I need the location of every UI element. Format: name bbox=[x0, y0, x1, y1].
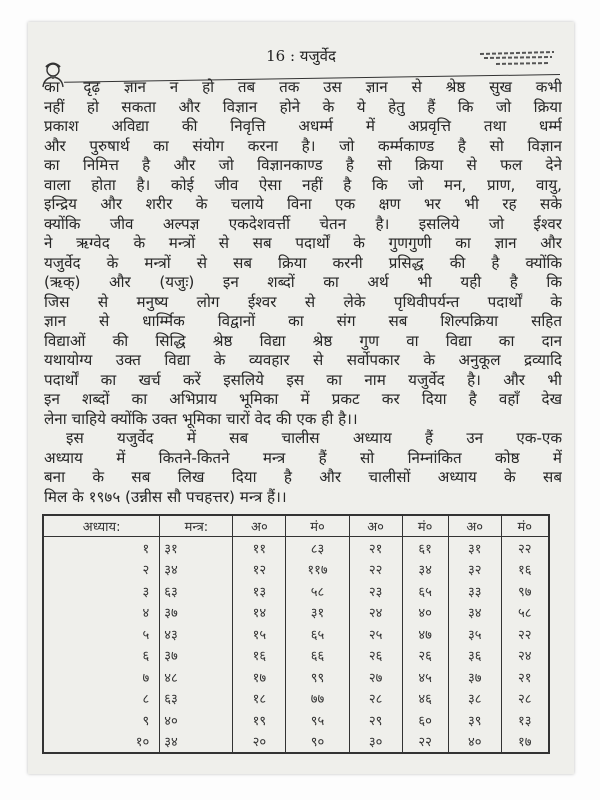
table-cell: १ bbox=[43, 537, 160, 559]
table-cell: २६ bbox=[349, 645, 402, 667]
table-cell: ३३ bbox=[448, 580, 501, 602]
table-cell: ४६ bbox=[402, 688, 448, 710]
text-line: विद्याओं की सिद्धि श्रेष्ठ विद्या श्रेष्ठ गुण वा विद्या का दान bbox=[44, 331, 562, 350]
column-header: अ० bbox=[448, 515, 501, 537]
table-cell: ३४ bbox=[402, 559, 448, 581]
table-row bbox=[43, 731, 549, 754]
book-page bbox=[28, 22, 574, 774]
table-row bbox=[43, 580, 549, 602]
table-cell: ४ bbox=[43, 602, 160, 624]
table-cell: ६ bbox=[43, 645, 160, 667]
table-cell: ११७ bbox=[286, 559, 349, 581]
table-cell: ९९ bbox=[286, 666, 349, 688]
table-cell: २९ bbox=[349, 709, 402, 731]
table-cell: ३८ bbox=[448, 688, 501, 710]
table-cell: ५८ bbox=[501, 602, 549, 624]
table-cell: २४ bbox=[349, 602, 402, 624]
text-line: क्योंकि जीव अल्पज्ञ एकदेशवर्त्ती चेतन है। इसलिये जो ईश्वर bbox=[44, 214, 562, 233]
table-cell: ४५ bbox=[402, 666, 448, 688]
text-line: इन शब्दों का अभिप्राय भूमिका में प्रकट कर दिया है वहाँ देख bbox=[44, 390, 562, 408]
table-cell: ९ bbox=[43, 709, 160, 731]
table-cell: २२ bbox=[349, 559, 402, 581]
table-cell: ६१ bbox=[402, 537, 448, 559]
publisher-mark bbox=[478, 48, 556, 70]
column-header: अ० bbox=[233, 515, 286, 537]
table-cell: ६५ bbox=[402, 580, 448, 602]
table-cell: १३ bbox=[501, 709, 549, 731]
table-cell: २७ bbox=[349, 666, 402, 688]
text-line: बना के सब लिख दिया है और चालीसों अध्याय के सब bbox=[44, 468, 562, 486]
column-header: अ० bbox=[349, 515, 402, 537]
text-line: और पुरुषार्थ का संयोग करना है। जो कर्म्मकाण्ड है सो विज्ञान bbox=[44, 136, 562, 155]
column-header: मन्त्र: bbox=[160, 515, 233, 537]
table-row bbox=[43, 559, 549, 581]
text-line: का निमित्त है और जो विज्ञानकाण्ड है सो क्रिया से फल देने bbox=[44, 156, 562, 174]
table-cell: १५ bbox=[233, 623, 286, 645]
table-cell: २२ bbox=[501, 623, 549, 645]
table-cell: ५८ bbox=[286, 580, 349, 602]
text-line: इन्द्रिय और शरीर के चलाये विना एक क्षण भर भी रह सके bbox=[44, 195, 562, 213]
table-cell: २५ bbox=[349, 623, 402, 645]
table-row bbox=[43, 602, 549, 624]
table-cell: ११ bbox=[233, 537, 286, 559]
column-header: मं० bbox=[501, 515, 549, 537]
table-cell: ४० bbox=[448, 731, 501, 754]
text-line: इस यजुर्वेद में सब चालीस अध्याय हैं उन एक-एक bbox=[66, 429, 562, 447]
table-cell: १६ bbox=[501, 559, 549, 581]
table-cell: ३१ bbox=[160, 537, 233, 559]
text-line: का दृढ़ ज्ञान न हो तब तक उस ज्ञान से श्रेष्ठ सुख कभी bbox=[44, 78, 562, 96]
table-cell: ३९ bbox=[448, 709, 501, 731]
table-cell: १० bbox=[43, 731, 160, 754]
table-cell: ७ bbox=[43, 666, 160, 688]
table-cell: २८ bbox=[349, 688, 402, 710]
table-cell: १६ bbox=[233, 645, 286, 667]
text-line: यथायोग्य उक्त विद्या के व्यवहार से सर्वोपकार के अनुकूल द्रव्यादि bbox=[44, 351, 562, 369]
text-line: प्रकाश अविद्या की निवृत्ति अधर्म्म में अप्रवृत्ति तथा धर्म्म bbox=[44, 117, 562, 135]
table-cell: १२ bbox=[233, 559, 286, 581]
page-header-title: 16 : यजुर्वेद bbox=[266, 47, 336, 65]
table-cell: ४७ bbox=[402, 623, 448, 645]
table-cell: ३१ bbox=[448, 537, 501, 559]
chapter-mantra-table bbox=[42, 514, 550, 754]
table-cell: ३ bbox=[43, 580, 160, 602]
table-row bbox=[43, 537, 549, 559]
table-row bbox=[43, 666, 549, 688]
table-cell: ६५ bbox=[286, 623, 349, 645]
table-cell: १७ bbox=[501, 731, 549, 754]
table-row bbox=[43, 709, 549, 731]
table-cell: ४० bbox=[402, 602, 448, 624]
table-cell: ३७ bbox=[448, 666, 501, 688]
text-line: (ऋक्) और (यजुः) इन शब्दों का अर्थ भी यही है कि bbox=[44, 273, 562, 291]
table-cell: ९० bbox=[286, 731, 349, 754]
text-line: पदार्थों का खर्च करें इसलिये इस का नाम यजुर्वेद है। और भी bbox=[44, 370, 562, 389]
text-line: मिल के १९७५ (उन्नीस सौ पचहत्तर) मन्त्र हैं।। bbox=[44, 487, 287, 506]
table-cell: २६ bbox=[402, 645, 448, 667]
table-cell: ३४ bbox=[160, 559, 233, 581]
table-cell: ९७ bbox=[501, 580, 549, 602]
table-cell: ४८ bbox=[160, 666, 233, 688]
column-header: मं० bbox=[286, 515, 349, 537]
text-line: यजुर्वेद के मन्त्रों से सब क्रिया करनी प्रसिद्ध की है क्योंकि bbox=[44, 253, 562, 272]
table-cell: ४३ bbox=[160, 623, 233, 645]
table-cell: ३२ bbox=[448, 559, 501, 581]
text-line: जिस से मनुष्य लोग ईश्वर से लेके पृथिवीपर्यन्त पदार्थों के bbox=[44, 292, 562, 311]
table-row bbox=[43, 623, 549, 645]
table-row bbox=[43, 645, 549, 667]
table-cell: ८३ bbox=[286, 537, 349, 559]
table-cell: १७ bbox=[233, 666, 286, 688]
table-cell: ३७ bbox=[160, 602, 233, 624]
column-header: मं० bbox=[402, 515, 448, 537]
text-line: नहीं हो सकता और विज्ञान होने के ये हेतु हैं कि जो क्रिया bbox=[44, 97, 562, 116]
table-cell: १९ bbox=[233, 709, 286, 731]
table-cell: ३० bbox=[349, 731, 402, 754]
table-cell: २२ bbox=[402, 731, 448, 754]
table-cell: २१ bbox=[349, 537, 402, 559]
table-cell: ३४ bbox=[160, 731, 233, 754]
table-cell: ६० bbox=[402, 709, 448, 731]
table-cell: ६६ bbox=[286, 645, 349, 667]
table-cell: २२ bbox=[501, 537, 549, 559]
table-cell: ८ bbox=[43, 688, 160, 710]
table-cell: २४ bbox=[501, 645, 549, 667]
table-cell: ३७ bbox=[160, 645, 233, 667]
table-cell: २८ bbox=[501, 688, 549, 710]
table-cell: ३६ bbox=[448, 645, 501, 667]
table-cell: २३ bbox=[349, 580, 402, 602]
text-line: ने ऋग्वेद के मन्त्रों से सब पदार्थों के गुणगुणी का ज्ञान और bbox=[44, 234, 562, 252]
table-row bbox=[43, 688, 549, 710]
table-cell: ३५ bbox=[448, 623, 501, 645]
table-cell: ४० bbox=[160, 709, 233, 731]
table-cell: ६३ bbox=[160, 580, 233, 602]
body-text bbox=[44, 78, 562, 507]
table-cell: ९५ bbox=[286, 709, 349, 731]
table-cell: ३४ bbox=[448, 602, 501, 624]
table-cell: १३ bbox=[233, 580, 286, 602]
table-cell: १४ bbox=[233, 602, 286, 624]
table-cell: ७७ bbox=[286, 688, 349, 710]
table-cell: ५ bbox=[43, 623, 160, 645]
table-cell: २१ bbox=[501, 666, 549, 688]
text-line: वाला होता है। कोई जीव ऐसा नहीं है कि जो मन, प्राण, वायु, bbox=[44, 175, 562, 194]
text-line: अध्याय में कितने-कितने मन्त्र हैं सो निम्नांकित कोष्ठ में bbox=[44, 448, 562, 467]
table-cell: ६३ bbox=[160, 688, 233, 710]
table-cell: २ bbox=[43, 559, 160, 581]
table-cell: १८ bbox=[233, 688, 286, 710]
table-cell: ३१ bbox=[286, 602, 349, 624]
table-cell: २० bbox=[233, 731, 286, 754]
table-header-row bbox=[43, 515, 549, 537]
column-header: अध्याय: bbox=[43, 515, 160, 537]
text-line: ज्ञान से धार्म्मिक विद्वानों का संग सब शिल्पक्रिया सहित bbox=[44, 312, 562, 330]
text-line: लेना चाहिये क्योंकि उक्त भूमिका चारों वेद की एक ही है।। bbox=[44, 409, 358, 428]
